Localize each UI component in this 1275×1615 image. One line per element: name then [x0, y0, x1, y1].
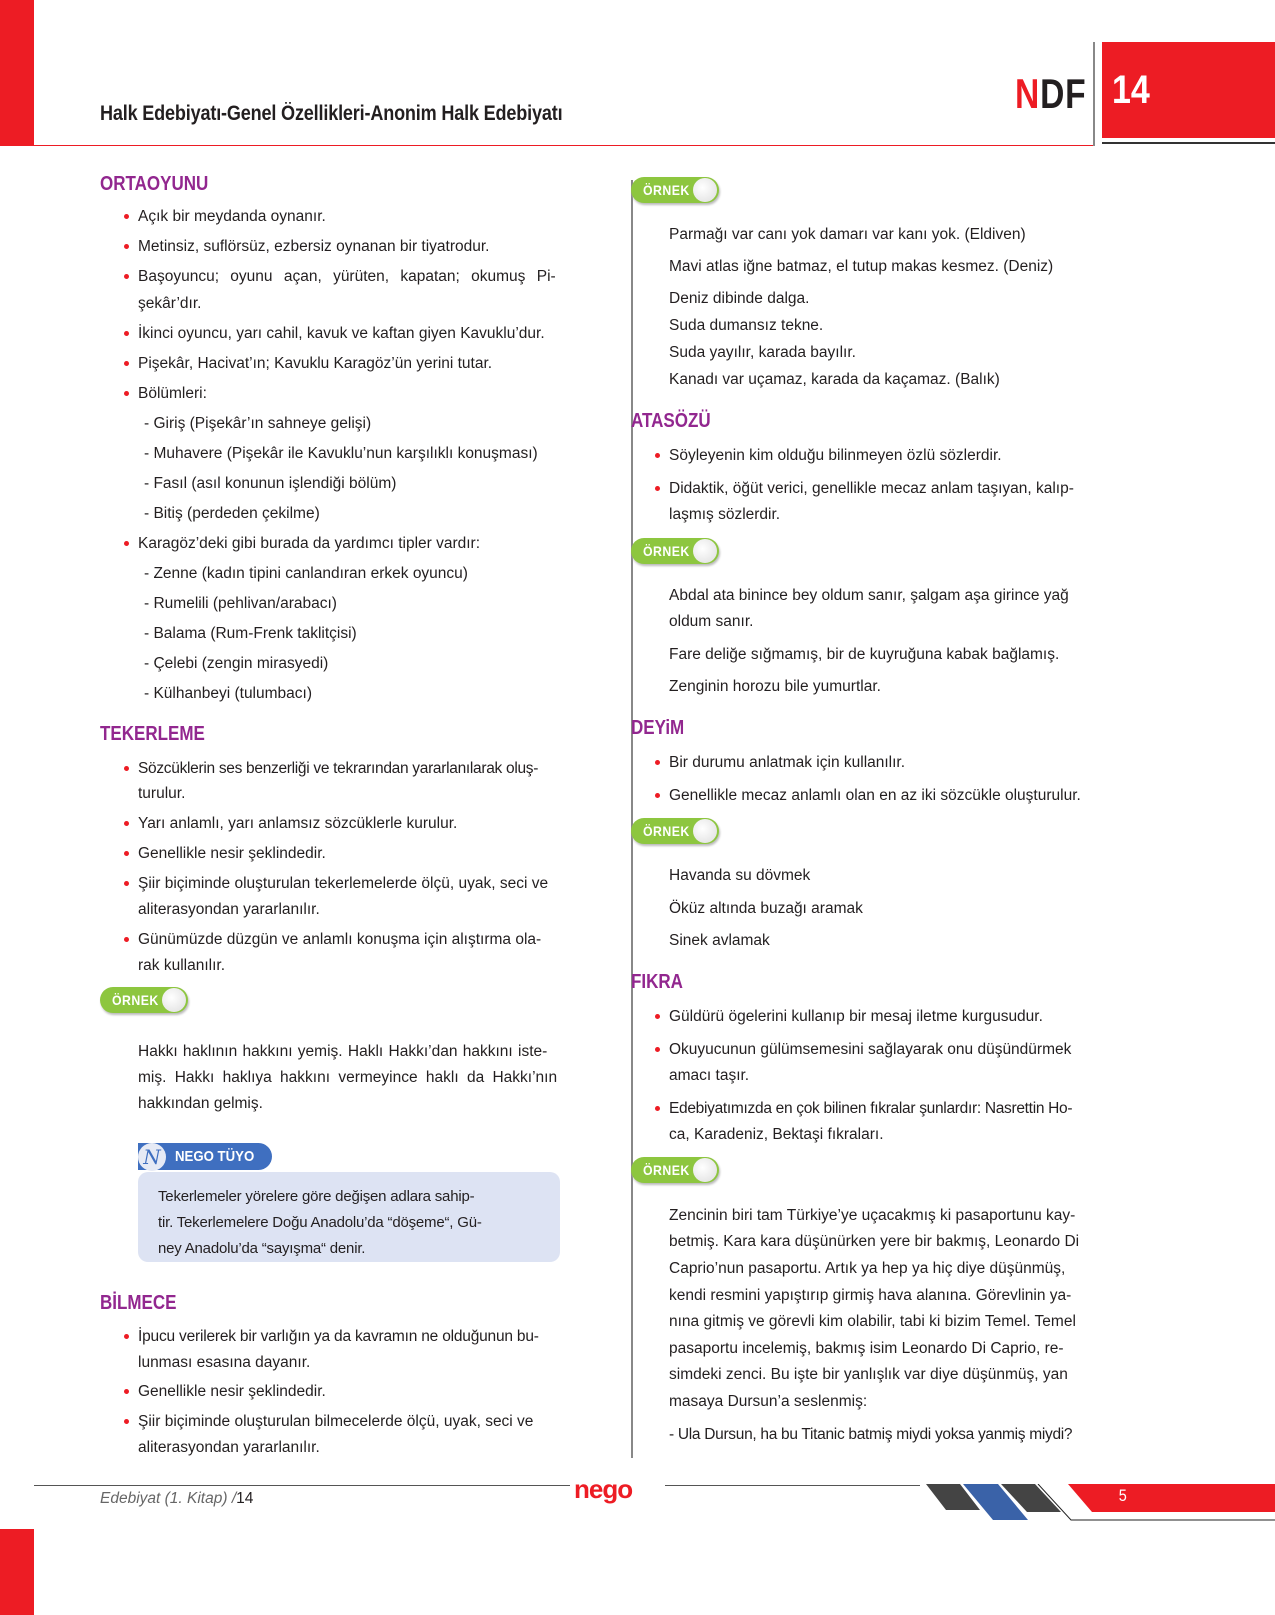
ornek-label: ÖRNEK	[643, 1162, 690, 1178]
example-line: nına gitmiş ve görevli kim olabilir, tabi ki bizim Temel. Temel	[669, 1313, 1076, 1330]
bullet	[124, 244, 129, 249]
page-number-box	[1068, 1484, 1275, 1512]
ornek-label: ÖRNEK	[112, 992, 159, 1008]
bullet	[655, 1106, 660, 1111]
ornek-badge	[631, 1157, 721, 1185]
sub-item: - Bitiş (perdeden çekilme)	[144, 505, 320, 522]
list-item: İpucu verilerek bir varlığın ya da kavramın ne olduğunun bu-	[138, 1328, 539, 1345]
list-item: Başoyuncu; oyunu açan, yürüten, kapatan; okumuş Pi-	[138, 268, 556, 285]
list-item-continuation: laşmış sözlerdir.	[669, 506, 781, 523]
list-item: Genellikle nesir şeklindedir.	[138, 845, 326, 862]
ndf-box-shadow	[1102, 142, 1275, 144]
example-line: hakkından gelmiş.	[138, 1095, 263, 1112]
bullet	[124, 541, 129, 546]
footer-book-title: Edebiyat (1. Kitap) /	[100, 1490, 237, 1507]
list-item-continuation: rak kullanılır.	[138, 957, 226, 974]
list-item: Okuyucunun gülümsemesini sağlayarak onu düşündürmek	[669, 1041, 1072, 1058]
sub-item: - Balama (Rum-Frenk taklitçisi)	[144, 625, 357, 642]
example-line: kendi resmini yapıştırıp girmiş hava alanına. Görevlinin ya-	[669, 1287, 1072, 1304]
bullet	[124, 274, 129, 279]
example-line: miş. Hakkı haklıya hakkını vermeyince haklı da Hakkı’nın	[138, 1069, 558, 1086]
bullet	[655, 453, 660, 458]
heading-atasozu: ATASÖZÜ	[631, 410, 711, 432]
tip-label: NEGO TÜYO	[175, 1148, 255, 1165]
list-item: Bölümleri:	[138, 385, 207, 402]
example-line: simdeki zenci. Bu işte bir yanlışlık var diye düşünmüş, yan	[669, 1366, 1068, 1383]
sub-item: - Çelebi (zengin mirasyedi)	[144, 655, 329, 672]
ornek-badge	[631, 818, 721, 846]
bullet	[655, 760, 660, 765]
ornek-badge	[631, 538, 721, 566]
bullet	[124, 881, 129, 886]
heading-deyim: DEYiM	[631, 717, 685, 739]
bullet	[124, 766, 129, 771]
list-item: Şiir biçiminde oluşturulan bilmecelerde ölçü, uyak, seci ve	[138, 1413, 534, 1430]
tip-line: ney Anadolu’da “sayışma“ denir.	[158, 1240, 366, 1257]
footer-rule-left	[34, 1485, 570, 1486]
example-line: Suda dumansız tekne.	[669, 317, 824, 334]
ndf-n: N	[1015, 70, 1041, 117]
list-item: Edebiyatımızda en çok bilinen fıkralar şunlardır: Nasrettin Ho-	[669, 1100, 1073, 1117]
example-line: Havanda su dövmek	[669, 867, 811, 884]
list-item: Metinsiz, suflörsüz, ezbersiz oynanan bir tiyatrodur.	[138, 238, 490, 255]
list-item-continuation: lunması esasına dayanır.	[138, 1354, 311, 1371]
list-item-continuation: şekâr’dır.	[138, 295, 202, 312]
ndf-df: DF	[1040, 70, 1087, 117]
example-line: Parmağı var canı yok damarı var kanı yok. (Eldiven)	[669, 226, 1026, 243]
toggle-knob-icon	[693, 539, 717, 563]
bullet	[124, 1419, 129, 1424]
page-number: 5	[1118, 1486, 1127, 1505]
ornek-badge	[631, 177, 721, 205]
bullet	[655, 486, 660, 491]
example-line: Caprio’nun pasaportu. Artık ya hep ya hiç diye düşünmüş,	[669, 1260, 1066, 1277]
example-line: Sinek avlamak	[669, 932, 770, 949]
heading-bilmece: BİLMECE	[100, 1292, 177, 1314]
example-line: Abdal ata binince bey oldum sanır, şalgam aşa girince yağ	[669, 587, 1069, 604]
toggle-knob-icon	[693, 1158, 717, 1182]
ornek-badge	[100, 987, 190, 1015]
heading-fikra: FIKRA	[631, 971, 683, 993]
ornek-label: ÖRNEK	[643, 823, 690, 839]
bullet	[124, 1389, 129, 1394]
bullet	[124, 361, 129, 366]
sub-item: - Giriş (Pişekâr’ın sahneye gelişi)	[144, 415, 372, 432]
list-item-continuation: ca, Karadeniz, Bektaşi fıkraları.	[669, 1126, 884, 1143]
bullet	[655, 1047, 660, 1052]
list-item-continuation: turulur.	[138, 785, 186, 802]
header-rule	[34, 145, 1094, 146]
ndf-number: 14	[1112, 68, 1150, 112]
list-item: Pişekâr, Hacivat’ın; Kavuklu Karagöz’ün yerini tutar.	[138, 355, 493, 372]
example-line: Kanadı var uçamaz, karada da kaçamaz. (Balık)	[669, 371, 1000, 388]
tip-line: tir. Tekerlemelere Doğu Anadolu’da “döşeme“, Gü-	[158, 1214, 482, 1231]
example-line: Fare deliğe sığmamış, bir de kuyruğuna kabak bağlamış.	[669, 646, 1060, 663]
bullet	[124, 937, 129, 942]
bullet	[124, 331, 129, 336]
heading-ortaoyunu: ORTAOYUNU	[100, 173, 209, 195]
example-line: pasaportu incelemiş, bakmış isim Leonardo Di Caprio, re-	[669, 1340, 1064, 1357]
list-item: Şiir biçiminde oluşturulan tekerlemelerde ölçü, uyak, seci ve	[138, 875, 549, 892]
toggle-knob-icon	[162, 988, 186, 1012]
bullet	[655, 1014, 660, 1019]
sub-item: - Rumelili (pehlivan/arabacı)	[144, 595, 337, 612]
nego-logo-icon: N	[138, 1143, 166, 1171]
example-line: Hakkı haklının hakkını yemiş. Haklı Hakkı’dan hakkını iste-	[138, 1043, 548, 1060]
nego-logo: nego	[574, 1474, 633, 1504]
red-side-bar-bottom	[0, 1529, 34, 1615]
bullet	[655, 793, 660, 798]
example-line: Mavi atlas iğne batmaz, el tutup makas kesmez. (Deniz)	[669, 258, 1054, 275]
sub-item: - Muhavere (Pişekâr ile Kavuklu’nun karşılıklı konuşması)	[144, 445, 538, 462]
example-line: Öküz altında buzağı aramak	[669, 900, 863, 917]
bullet	[124, 821, 129, 826]
list-item: Söyleyenin kim olduğu bilinmeyen özlü sözlerdir.	[669, 447, 1002, 464]
footer-book	[100, 1490, 253, 1508]
footer-stripes	[920, 1484, 1275, 1526]
list-item-continuation: aliterasyondan yararlanılır.	[138, 901, 320, 918]
example-line: - Ula Dursun, ha bu Titanic batmiş miydi yoksa yanmiş miydi?	[669, 1426, 1073, 1443]
footer-book-page: 14	[236, 1490, 254, 1507]
example-line: Suda yayılır, karada bayılır.	[669, 344, 856, 361]
sub-item: - Külhanbeyi (tulumbacı)	[144, 685, 312, 702]
footer-rule-right	[665, 1485, 920, 1486]
example-line: masaya Dursun’a seslenmiş:	[669, 1393, 868, 1410]
list-item: İkinci oyuncu, yarı cahil, kavuk ve kaftan giyen Kavuklu’dur.	[138, 325, 545, 342]
list-item: Güldürü ögelerini kullanıp bir mesaj iletme kurgusudur.	[669, 1008, 1043, 1025]
list-item: Sözcüklerin ses benzerliği ve tekrarından yararlanılarak oluş-	[138, 760, 539, 777]
ndf-label	[1015, 70, 1086, 118]
page-title: Halk Edebiyatı-Genel Özellikleri-Anonim Halk Edebiyatı	[100, 102, 563, 125]
list-item: Genellikle nesir şeklindedir.	[138, 1383, 326, 1400]
list-item: Bir durumu anlatmak için kullanılır.	[669, 754, 906, 771]
example-line: betmiş. Kara kara düşünürken yere bir bakmış, Leonardo Di	[669, 1233, 1080, 1250]
bullet	[124, 214, 129, 219]
ndf-separator	[1093, 42, 1095, 146]
example-line: Zenginin horozu bile yumurtlar.	[669, 678, 881, 695]
heading-tekerleme: TEKERLEME	[100, 723, 205, 745]
list-item: Yarı anlamlı, yarı anlamsız sözcüklerle kurulur.	[138, 815, 458, 832]
list-item: Didaktik, öğüt verici, genellikle mecaz anlam taşıyan, kalıp-	[669, 480, 1074, 497]
list-item: Karagöz’deki gibi burada da yardımcı tipler vardır:	[138, 535, 481, 552]
bullet	[124, 391, 129, 396]
bullet	[124, 851, 129, 856]
sub-item: - Fasıl (asıl konunun işlendiği bölüm)	[144, 475, 397, 492]
list-item: Günümüzde düzgün ve anlamlı konuşma için alıştırma ola-	[138, 931, 542, 948]
example-line: Deniz dibinde dalga.	[669, 290, 810, 307]
list-item: Açık bir meydanda oynanır.	[138, 208, 326, 225]
red-side-bar-top	[0, 0, 34, 146]
list-item: Genellikle mecaz anlamlı olan en az iki sözcükle oluşturulur.	[669, 787, 1081, 804]
example-line: oldum sanır.	[669, 613, 754, 630]
ornek-label: ÖRNEK	[643, 182, 690, 198]
list-item-continuation: amacı taşır.	[669, 1067, 750, 1084]
toggle-knob-icon	[693, 819, 717, 843]
example-line: Zencinin biri tam Türkiye’ye uçacakmış ki pasaportunu kay-	[669, 1207, 1076, 1224]
sub-item: - Zenne (kadın tipini canlandıran erkek oyuncu)	[144, 565, 468, 582]
tip-line: Tekerlemeler yörelere göre değişen adlara sahip-	[158, 1188, 475, 1205]
list-item-continuation: aliterasyondan yararlanılır.	[138, 1439, 320, 1456]
toggle-knob-icon	[693, 178, 717, 202]
ornek-label: ÖRNEK	[643, 543, 690, 559]
bullet	[124, 1334, 129, 1339]
